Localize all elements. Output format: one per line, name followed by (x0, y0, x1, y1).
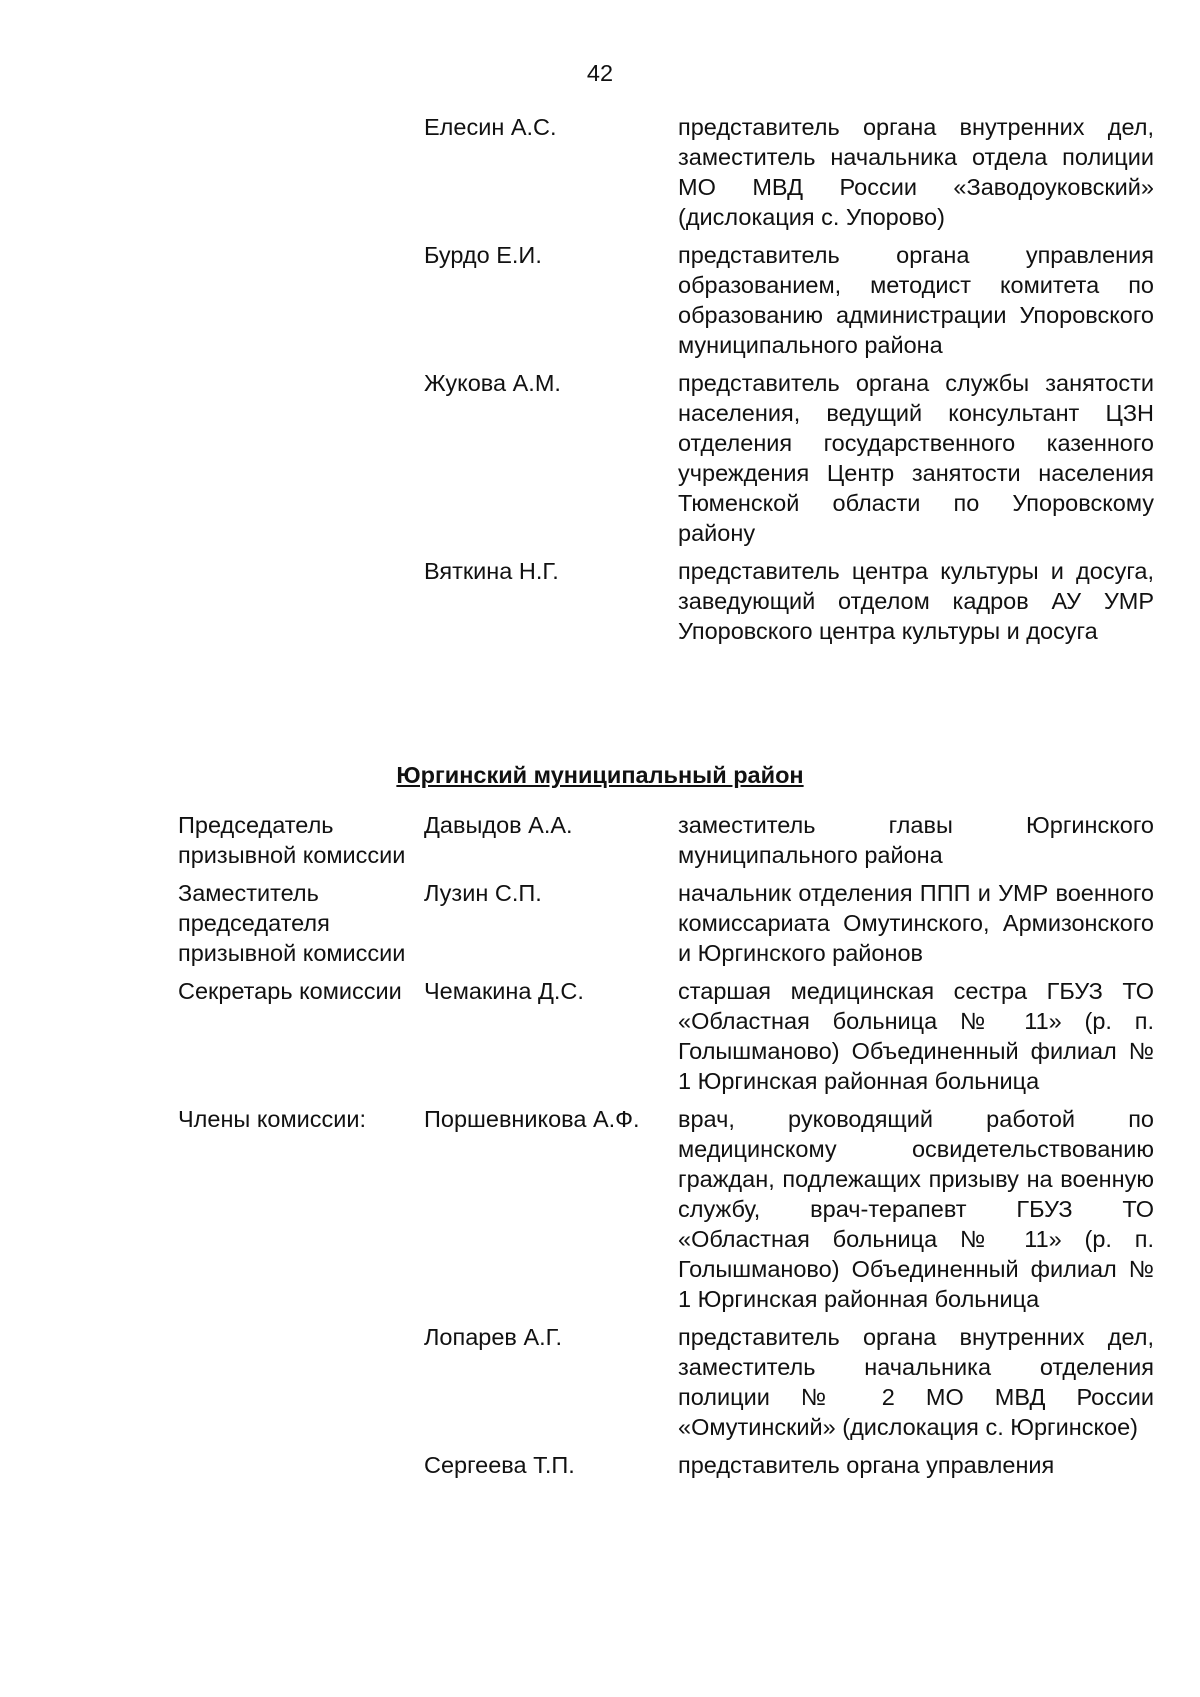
member-name: Давыдов А.А. (424, 812, 573, 838)
table-row (178, 810, 1154, 870)
member-name: Бурдо Е.И. (424, 242, 542, 268)
table-row (178, 240, 1154, 360)
member-name: Вяткина Н.Г. (424, 558, 559, 584)
member-name: Сергеева Т.П. (424, 1452, 575, 1478)
role-cell (178, 112, 424, 232)
member-description: врач, руководящий работой по медицинскому освидетельствованию граждан, подлежащих призыву на военную службу, врач-терапевт ГБУЗ ТО «Областная больница № 11» (р. п. Голышманово) Объединенный филиал № 1 Юргинская районная больница (678, 1106, 1154, 1312)
upper-members-list (178, 112, 1154, 654)
member-description: представитель органа внутренних дел, заместитель начальника отдела полиции МО МВД России «Заводоуковский» (дислокация с. Упорово) (678, 114, 1154, 230)
member-description: представитель центра культуры и досуга, заведующий отделом кадров АУ УМР Упоровского центра культуры и досуга (678, 558, 1154, 644)
member-name: Лопарев А.Г. (424, 1324, 563, 1350)
role-cell: Заместитель председателя призывной комиссии (178, 880, 406, 966)
member-description: старшая медицинская сестра ГБУЗ ТО «Областная больница № 11» (р. п. Голышманово) Объединенный филиал № 1 Юргинская районная больница (678, 978, 1154, 1094)
role-cell: Председатель призывной комиссии (178, 812, 406, 868)
role-cell (178, 1322, 424, 1442)
table-row (178, 1322, 1154, 1442)
section-title: Юргинский муниципальный район (396, 762, 804, 788)
table-row (178, 1104, 1154, 1314)
member-name: Лузин С.П. (424, 880, 542, 906)
lower-members-list (178, 810, 1154, 1488)
page-number: 42 (586, 60, 614, 86)
member-description: представитель органа управления (678, 1452, 1055, 1478)
member-description: заместитель главы Юргинского муниципального района (678, 812, 1154, 868)
table-row (178, 976, 1154, 1096)
member-name: Елесин А.С. (424, 114, 557, 140)
member-description: представитель органа службы занятости населения, ведущий консультант ЦЗН отделения государственного казенного учреждения Центр занятости населения Тюменской области по Упоровскому району (678, 370, 1154, 546)
member-name: Поршевникова А.Ф. (424, 1106, 640, 1132)
role-cell (178, 1450, 424, 1480)
role-cell (178, 556, 424, 646)
table-row (178, 368, 1154, 548)
member-name: Жукова А.М. (424, 370, 561, 396)
member-name: Чемакина Д.С. (424, 978, 584, 1004)
role-cell: Секретарь комиссии (178, 978, 402, 1004)
table-row (178, 1450, 1154, 1480)
member-description: представитель органа управления образованием, методист комитета по образованию администрации Упоровского муниципального района (678, 242, 1154, 358)
table-row (178, 878, 1154, 968)
role-cell (178, 368, 424, 548)
table-row (178, 556, 1154, 646)
role-cell: Члены комиссии: (178, 1106, 367, 1132)
member-description: начальник отделения ППП и УМР военного комиссариата Омутинского, Армизонского и Юргинского районов (678, 880, 1154, 966)
role-cell (178, 240, 424, 360)
table-row (178, 112, 1154, 232)
member-description: представитель органа внутренних дел, заместитель начальника отделения полиции № 2 МО МВД России «Омутинский» (дислокация с. Юргинское) (678, 1324, 1154, 1440)
